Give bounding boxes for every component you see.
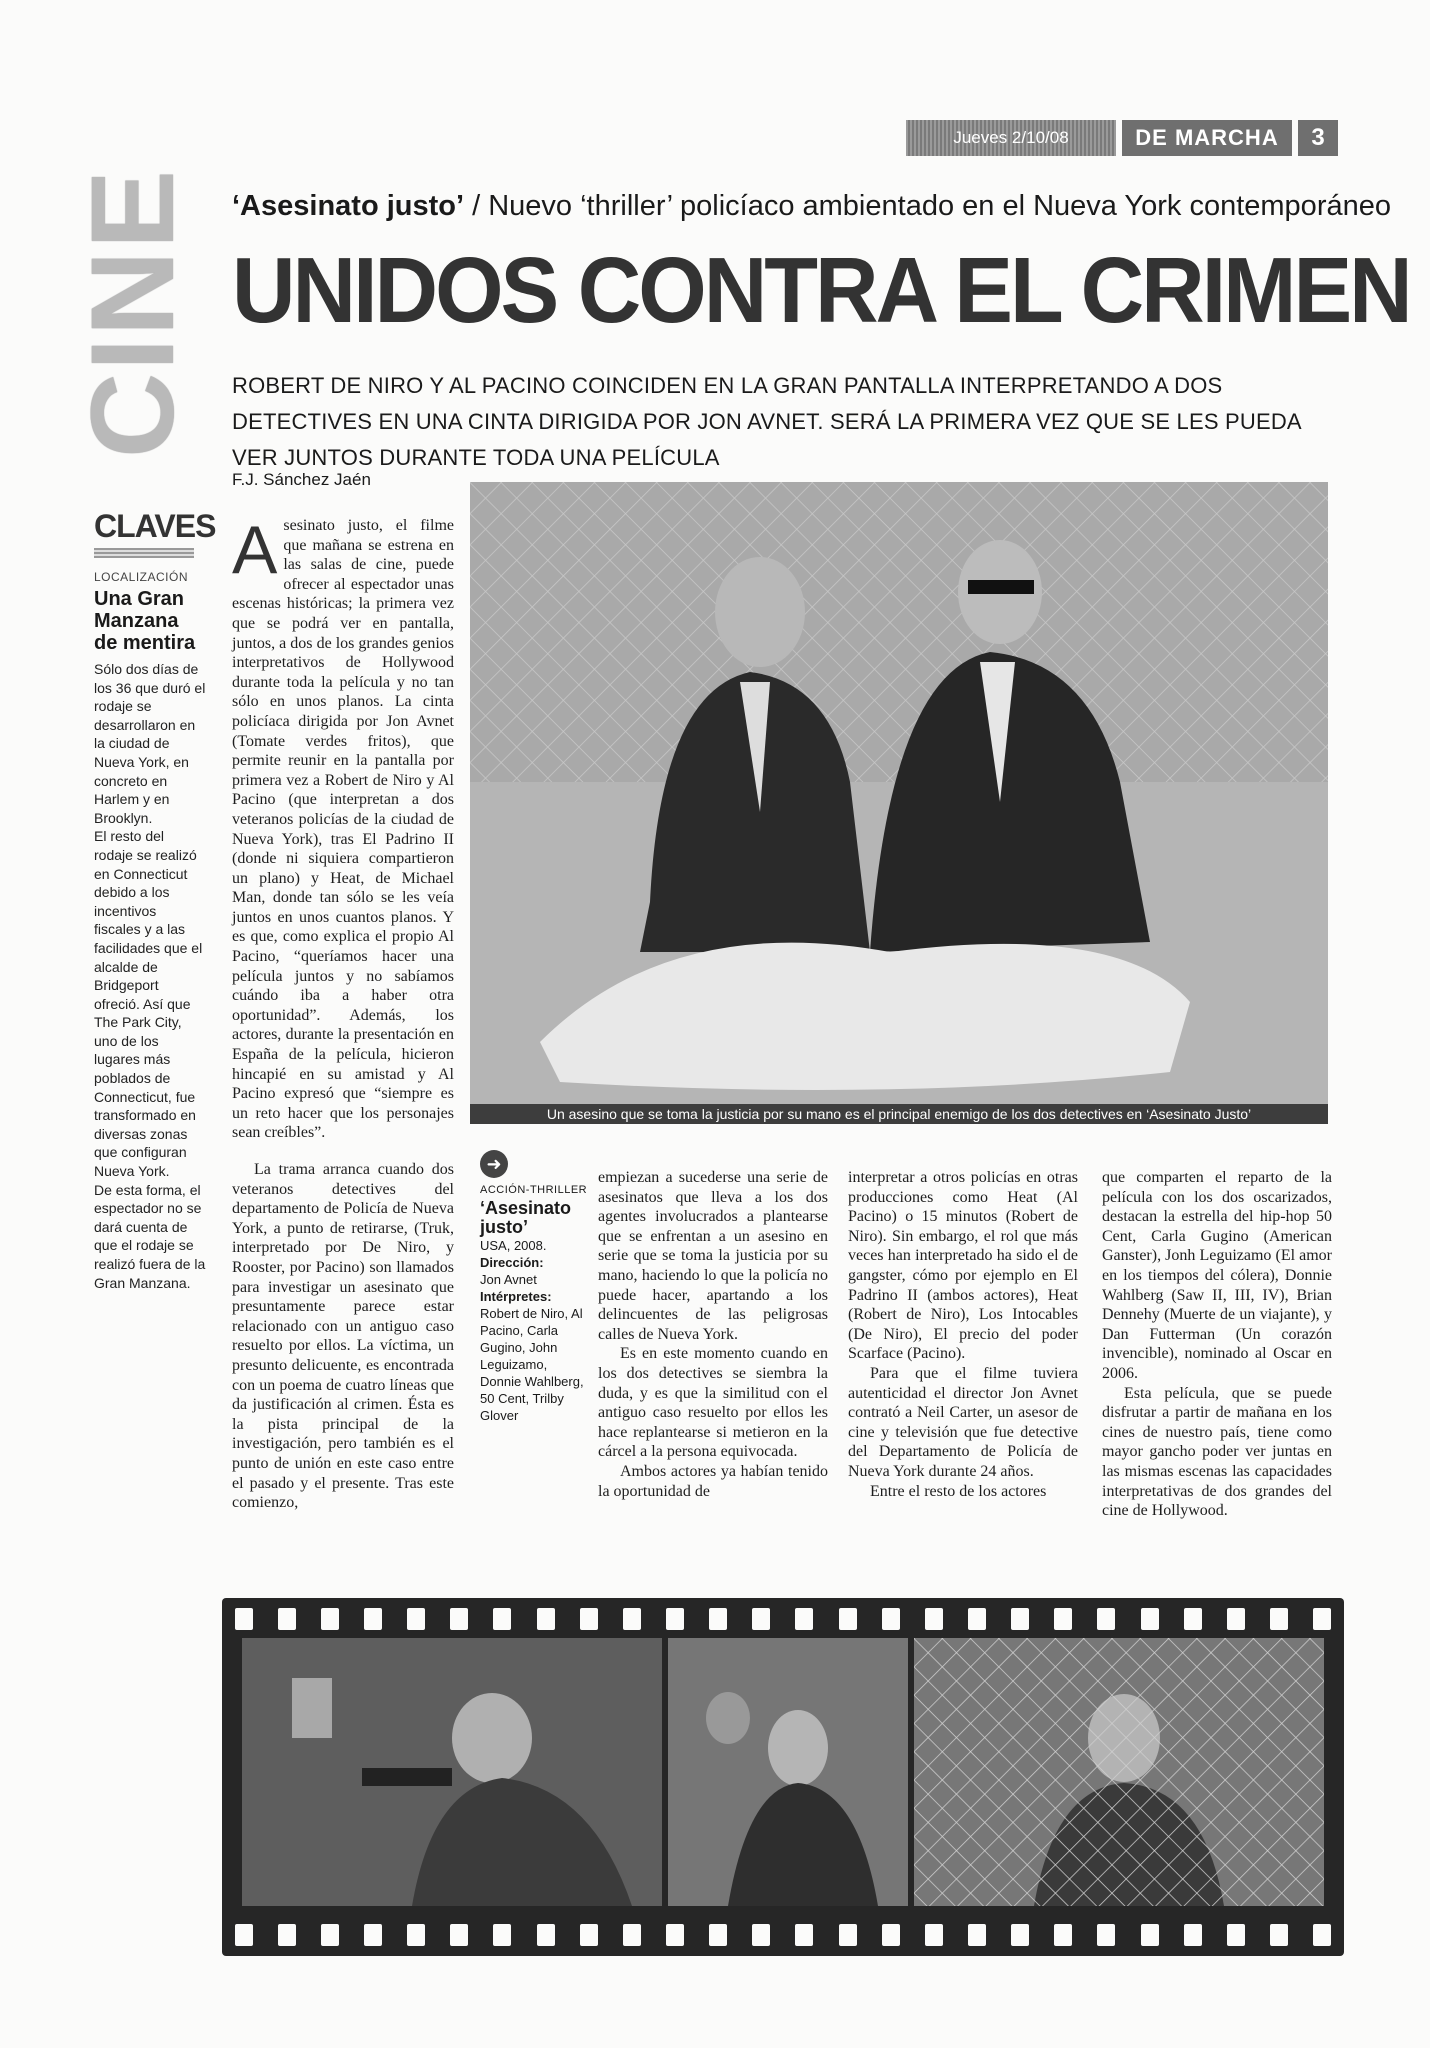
article-column-5	[1102, 1168, 1332, 1521]
filmstrip-perforations-top	[222, 1602, 1344, 1636]
article-paragraph: Es en este momento cuando en los dos detectives se siembra la duda, y es que la similitud con el antiguo caso resuelto por ellos les hace replantearse si metieron en la cárcel a la persona equivocada.	[598, 1345, 828, 1461]
filmstrip	[222, 1598, 1344, 1956]
article-paragraph: empiezan a sucederse una serie de asesinatos que lleva a los dos agentes involucrados a plantearse que se enfrentan a un asesino en serie que se toma la justicia por su mano, haciendo lo que la policía no puede hacer, apartando a los delincuentes de las peligrosas calles de Nueva York.	[598, 1169, 828, 1343]
headline: UNIDOS CONTRA EL CRIMEN	[232, 238, 1410, 342]
photo-caption: Un asesino que se toma la justicia por su mano es el principal enemigo de los dos detectives en ‘Asesinato Justo’	[470, 1104, 1328, 1124]
sidebar-title: CLAVES	[94, 508, 216, 544]
section-label: DE MARCHA	[1122, 120, 1292, 156]
film-info-box	[480, 1150, 592, 1424]
main-photo-illustration	[470, 482, 1328, 1124]
article-paragraph: Para que el filme tuviera autenticidad el director Jon Avnet contrató a Neil Carter, un asesor de cine y televisión que fue detective del Departamento de Policía de Nueva York durante 24 años.	[848, 1364, 1078, 1480]
section-tag-text: CINE	[67, 168, 200, 458]
film-title: ‘Asesinato justo’	[480, 1198, 572, 1237]
film-still-illustration	[914, 1638, 1324, 1906]
film-cast-label: Intérpretes:	[480, 1289, 552, 1304]
sidebar-paragraph: De esta forma, el espectador no se dará cuenta de que el rodaje se realizó fuera de la Gran Manzana.	[94, 1181, 206, 1291]
film-still-1	[242, 1638, 662, 1906]
film-direction-label: Dirección:	[480, 1255, 544, 1270]
sidebar-category: LOCALIZACIÓN	[94, 570, 189, 584]
issue-date: Jueves 2/10/08	[906, 120, 1116, 156]
film-director: Jon Avnet	[480, 1272, 537, 1287]
article-column-1-continued	[232, 1160, 454, 1513]
main-photo	[470, 482, 1328, 1124]
deck: ROBERT DE NIRO Y AL PACINO COINCIDEN EN LA GRAN PANTALLA INTERPRETANDO A DOS DETECTIVES EN UNA CINTA DIRIGIDA POR JON AVNET. SERÁ LA PRIMERA VEZ QUE SE LES PUEDA VER JUNTOS DURANTE TODA UNA PELÍCULA	[232, 373, 1301, 470]
filmstrip-perforations-bottom	[222, 1918, 1344, 1952]
sidebar-body	[94, 660, 206, 1292]
sidebar-paragraph: Sólo dos días de los 36 que duró el rodaje se desarrollaron en la ciudad de Nueva York, en concreto en Harlem y en Brooklyn.	[94, 661, 206, 826]
kicker-title: ‘Asesinato justo’	[232, 190, 465, 222]
article-column-4	[848, 1168, 1078, 1501]
arrow-right-icon: ➜	[480, 1150, 508, 1178]
sidebar-paragraph: El resto del rodaje se realizó en Connecticut debido a los incentivos fiscales y a las facilidades que el alcalde de Bridgeport ofreció. Así que The Park City, uno de los lugares más poblados de Connecticut, fue transformado en diversas zonas que configuran Nueva York.	[94, 828, 203, 1180]
film-still-illustration	[242, 1638, 662, 1906]
film-origin: USA, 2008.	[480, 1238, 547, 1253]
byline: F.J. Sánchez Jaén	[232, 470, 371, 489]
article-column-1	[232, 512, 454, 1143]
film-still-2	[668, 1638, 908, 1906]
article-paragraph: Entre el resto de los actores	[870, 1482, 1047, 1500]
sidebar-rule	[94, 548, 194, 558]
film-still-3	[914, 1638, 1324, 1906]
section-tag	[58, 168, 208, 458]
film-genre: ACCIÓN-THRILLER	[480, 1184, 588, 1196]
kicker-subtitle: / Nuevo ‘thriller’ policíaco ambientado en el Nueva York contemporáneo	[464, 190, 1391, 222]
film-cast: Robert de Niro, Al Pacino, Carla Gugino, John Leguizamo, Donnie Wahlberg, 50 Cent, Trilby Glover	[480, 1306, 584, 1423]
film-still-illustration	[668, 1638, 908, 1906]
sidebar-heading: Una Gran Manzana de mentira	[94, 588, 196, 654]
page-number: 3	[1298, 120, 1338, 156]
article-column-3	[598, 1168, 828, 1501]
article-paragraph: sesinato justo, el filme que mañana se estrena en las salas de cine, puede ofrecer al espectador unas escenas históricas; la primera vez que se podrá ver en pantalla, juntos, a dos de los grandes genios interpretativos de Hollywood durante toda la película y no tan sólo en unos planos. La cinta policíaca dirigida por Jon Avnet (Tomate verdes fritos), que permite reunir en la pantalla por primera vez a Robert de Niro y Al Pacino (que interpretan a dos veteranos policías de la ciudad de Nueva York), tras El Padrino II (donde ni siquiera compartieron un plano) y Heat, de Michael Man, donde tan sólo se les veía juntos en unos cuantos planos. Y es que, como explica el propio Al Pacino, “queríamos hacer una película juntos y no sabíamos cuándo iba a haber otra oportunidad”. Además, los actores, durante la presentación en España de la película, hicieron hincapié en su amistad y Al Pacino expresó que “siempre es un reto hacer que los personajes sean creíbles”.	[232, 517, 454, 1142]
article-paragraph: La trama arranca cuando dos veteranos detectives del departamento de Policía de Nueva York, a punto de retirarse, (Truk, interpretado por De Niro, y Rooster, por Pacino) son llamados para investigar un asesinato que presuntamente parece estar relacionado con un antiguo caso resuelto por ellos. La víctima, un presunto delicuente, es encontrada con un poema de cuatro líneas que da justificación al crimen. Ésta es la pista principal de la investigación, pero también es el punto de unión en este caso entre el pasado y el presente. Tras este comienzo,	[232, 1161, 454, 1512]
article-paragraph: que comparten el reparto de la película con los dos oscarizados, destacan la estrella del hip-hop 50 Cent, Carla Gugino (American Ganster), Jonh Leguizamo (El amor en los tiempos del cólera), Donnie Wahlberg (Saw II, III, IV), Brian Dennehy (Muerte de un viajante), y Dan Futterman (Un corazón invencible), nominado al Oscar en 2006.	[1102, 1169, 1332, 1382]
article-paragraph: Esta película, que se puede disfrutar a partir de mañana en los cines de nuestro país, tiene como mayor gancho poder ver juntas en las mismas escenas las capacidades interpretativas de dos grandes del cine de Hollywood.	[1102, 1384, 1332, 1520]
kicker	[232, 190, 1391, 223]
article-paragraph: Ambos actores ya habían tenido la oportunidad de	[598, 1462, 828, 1500]
article-paragraph: interpretar a otros policías en otras producciones como Heat (Al Pacino) o 15 minutos (Robert de Niro). Sin embargo, el rol que más veces han interpretado ha sido el de gangster, cómo por ejemplo en El Padrino II (ambos actores), Heat (Robert de Niro), Los Intocables (De Niro), El precio del poder Scarface (Pacino).	[848, 1169, 1078, 1363]
drop-cap: A	[232, 512, 278, 588]
